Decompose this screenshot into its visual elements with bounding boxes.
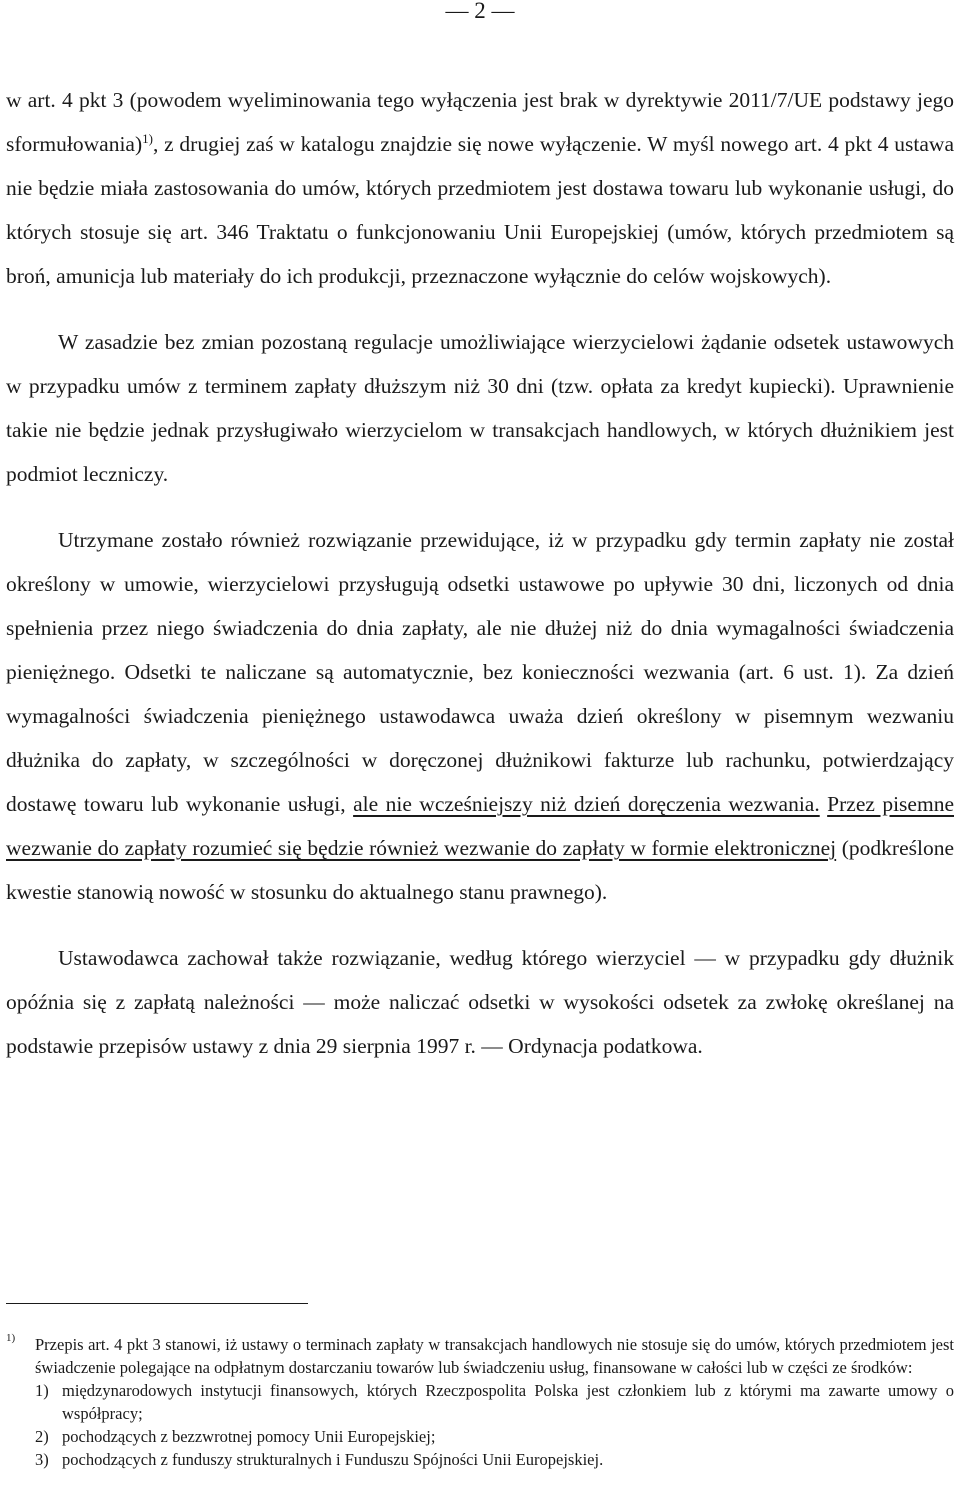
footnote [6, 1333, 954, 1471]
footnote-item-text: międzynarodowych instytucji finansowych, których Rzeczpospolita Polska jest członkiem lub z którymi ma zawarte umowy o współpracy; [62, 1381, 954, 1423]
footnote-list-item [35, 1425, 954, 1448]
footnote-item-number: 1) [35, 1381, 49, 1400]
footnote-item-text: pochodzących z funduszy strukturalnych i Funduszu Spójności Unii Europejskiej. [62, 1450, 604, 1469]
footnote-list-item [35, 1448, 954, 1471]
paragraph-3-text-a: Utrzymane zostało również rozwiązanie przewidujące, iż w przypadku gdy termin zapłaty nie został określony w umowie, wierzycielowi przysługują odsetki ustawowe po upływie 30 dni, liczonych od dnia spełnienia przez niego świadczenia do dnia zapłaty, ale nie dłużej niż do dnia wymagalności świadczenia pieniężnego. Odsetki te naliczane są automatycznie, bez konieczności wezwania (art. 6 ust. 1). Za dzień wymagalności świadczenia pieniężnego ustawodawca uważa dzień określony w pisemnym wezwaniu dłużnika do zapłaty, w szczególności w doręczonej dłużnikowi fakturze lub rachunku, potwierdzający dostawę towaru lub wykonanie usługi, [6, 528, 954, 816]
footnote-reference[interactable]: 1) [142, 130, 153, 146]
footnote-item-number: 3) [35, 1450, 49, 1469]
footnote-list [35, 1379, 954, 1471]
underlined-phrase-1: ale nie wcześniejszy niż dzień doręczenia wezwania. [353, 792, 820, 816]
footnote-item-text: pochodzących z bezzwrotnej pomocy Unii Europejskiej; [62, 1427, 436, 1446]
paragraph-1-text-b: , z drugiej zaś w katalogu znajdzie się nowe wyłączenie. W myśl nowego art. 4 pkt 4 ustawa nie będzie miała zastosowania do umów, których przedmiotem jest dostawa towaru lub wykonanie usługi, do których stosuje się art. 346 Traktatu o funkcjonowaniu Unii Europejskiej (umów, których przedmiotem są broń, amunicja lub materiały do ich produkcji, przeznaczone wyłącznie do celów wojskowych). [6, 132, 954, 288]
paragraph-4: Ustawodawca zachował także rozwiązanie, według którego wierzyciel — w przypadku gdy dłużnik opóźnia się z zapłatą należności — może naliczać odsetki w wysokości odsetek za zwłokę określanej na podstawie przepisów ustawy z dnia 29 sierpnia 1997 r. — Ordynacja podatkowa. [6, 946, 954, 1058]
page-number: — 2 — [445, 0, 515, 23]
paragraph-3 [6, 518, 954, 914]
footnote-mark: 1) [6, 1332, 16, 1344]
footnote-body [35, 1333, 954, 1471]
footnote-intro: Przepis art. 4 pkt 3 stanowi, iż ustawy o terminach zapłaty w transakcjach handlowych nie stosuje się do umów, których przedmiotem jest świadczenie polegające na odpłatnym dostarczaniu towarów lub świadczeniu usług, finansowane w całości lub w części ze środków: [35, 1335, 954, 1377]
paragraph-3-text-b: (podkreślone kwestie stanowią nowość w stosunku do aktualnego stanu prawnego). [6, 836, 954, 904]
footnote-separator [6, 1303, 308, 1304]
paragraph-2: W zasadzie bez zmian pozostaną regulacje umożliwiające wierzycielowi żądanie odsetek ustawowych w przypadku umów z terminem zapłaty dłuższym niż 30 dni (tzw. opłata za kredyt kupiecki). Uprawnienie takie nie będzie jednak przysługiwało wierzycielom w transakcjach handlowych, w których dłużnikiem jest podmiot leczniczy. [6, 330, 954, 486]
paragraph-1-text-a: w art. 4 pkt 3 (powodem wyeliminowania tego wyłączenia jest brak w dyrektywie 2011/7/UE podstawy jego sformułowania) [6, 88, 954, 156]
body-text [6, 78, 954, 1068]
underlined-phrase-2: Przez pisemne wezwanie do zapłaty rozumieć się będzie również wezwanie do zapłaty w formie elektronicznej [6, 792, 954, 860]
footnote-item-number: 2) [35, 1427, 49, 1446]
paragraph-1 [6, 78, 954, 298]
footnote-list-item [35, 1379, 954, 1425]
